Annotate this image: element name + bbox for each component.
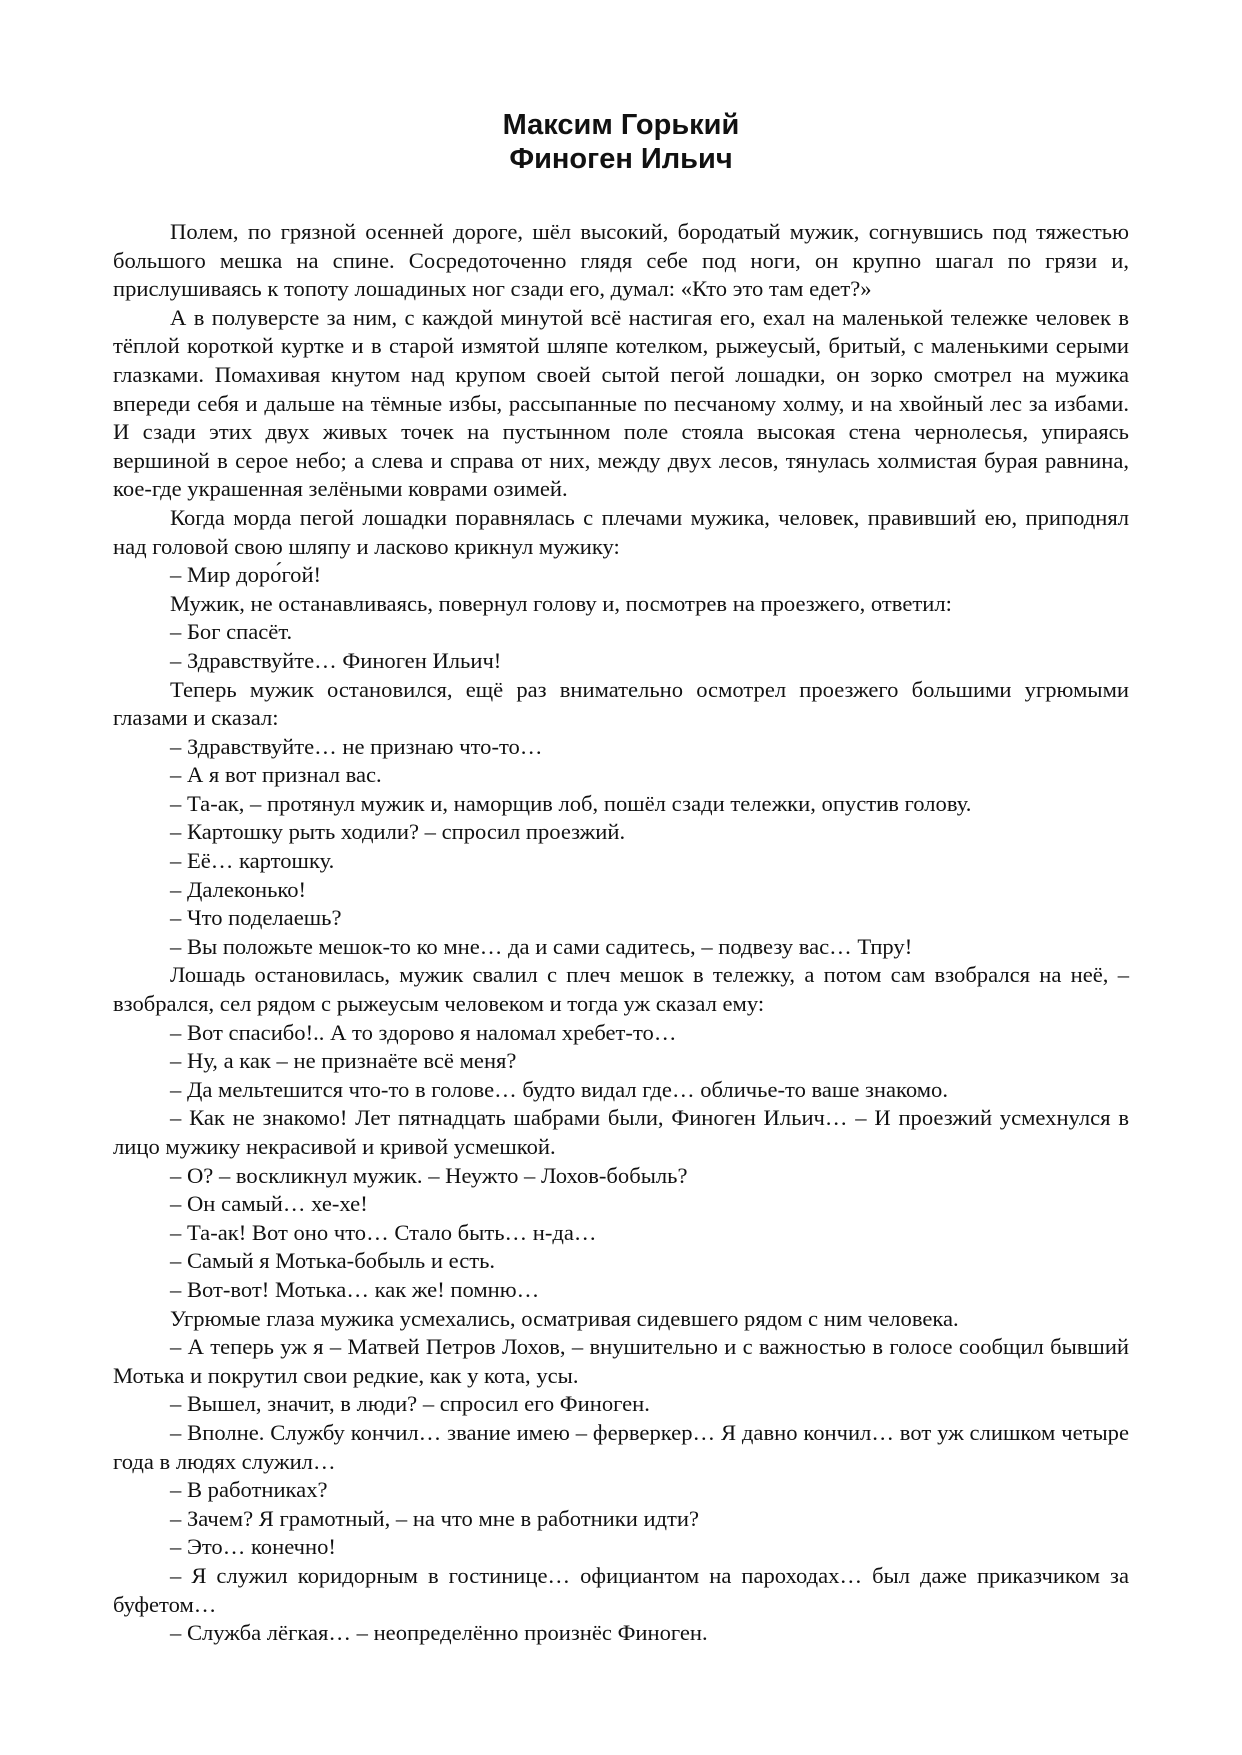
dialogue-line: – Служба лёгкая… – неопределённо произнёс Финоген. — [170, 1620, 708, 1646]
paragraph: Полем, по грязной осенней дороге, шёл высокий, бородатый мужик, согнувшись под тяжестью большого мешка на спине. Сосредоточенно глядя себе под ноги, он крупно шагал по грязи и, прислушиваясь к топоту лошадиных ног сзади его, думал: «Кто это там едет?» — [113, 219, 1129, 302]
author-name: Максим Горький — [502, 109, 740, 141]
dialogue-line: – Мир доро́гой! — [170, 562, 322, 588]
paragraph: Угрюмые глаза мужика усмехались, осматривая сидевшего рядом с ним человека. — [170, 1305, 959, 1331]
dialogue-line: – Зачем? Я грамотный, – на что мне в работники идти? — [170, 1505, 700, 1531]
dialogue-line: – Что поделаешь? — [170, 905, 342, 931]
dialogue-line: – Самый я Мотька-бобыль и есть. — [170, 1248, 496, 1274]
dialogue-line: – А я вот признал вас. — [170, 762, 382, 788]
dialogue-line: – Он самый… хе-хе! — [170, 1191, 368, 1217]
dialogue-line: – Как не знакомо! Лет пятнадцать шабрами были, Финоген Ильич… – И проезжий усмехнулся в лицо мужику некрасивой и кривой усмешкой. — [113, 1105, 1129, 1159]
dialogue-line: – Ну, а как – не признаёте всё меня? — [170, 1048, 517, 1074]
dialogue-line: – Та-ак! Вот оно что… Стало быть… н-да… — [170, 1219, 597, 1245]
paragraph: Мужик, не останавливаясь, повернул голову и, посмотрев на проезжего, ответил: — [170, 590, 952, 616]
dialogue-line: – Вот спасибо!.. А то здорово я наломал хребет-то… — [170, 1019, 677, 1045]
dialogue-line: – Картошку рыть ходили? – спросил проезжий. — [170, 819, 626, 845]
story-title: Финоген Ильич — [509, 143, 733, 175]
dialogue-line: – Да мельтешится что-то в голове… будто видал где… обличье-то ваше знакомо. — [170, 1076, 948, 1102]
dialogue-line: – А теперь уж я – Матвей Петров Лохов, – внушительно и с важностью в голосе сообщил бывший Мотька и покрутил свои редкие, как у кота, усы. — [113, 1334, 1129, 1388]
paragraph: Теперь мужик остановился, ещё раз внимательно осмотрел проезжего большими угрюмыми глазами и сказал: — [113, 676, 1129, 731]
dialogue-line: – Это… конечно! — [170, 1534, 336, 1560]
story-text — [113, 218, 1129, 1648]
dialogue-line: – Я служил коридорным в гостинице… официантом на пароходах… был даже приказчиком за буфетом… — [113, 1562, 1129, 1617]
dialogue-line: – Вполне. Службу кончил… звание имею – ферверкер… Я давно кончил… вот уж слишком четыре года в людях служил… — [113, 1419, 1129, 1474]
paragraph: Когда морда пегой лошадки поравнялась с плечами мужика, человек, правивший ею, приподнял над головой свою шляпу и ласково крикнул мужику: — [113, 504, 1129, 559]
dialogue-line: – Вот-вот! Мотька… как же! помню… — [170, 1276, 540, 1302]
dialogue-line: – Вышел, значит, в люди? – спросил его Финоген. — [170, 1391, 650, 1417]
document-header — [0, 108, 1242, 176]
dialogue-line: – О? – воскликнул мужик. – Неужто – Лохов-бобыль? — [170, 1162, 688, 1188]
dialogue-line: – Здравствуйте… Финоген Ильич! — [170, 647, 502, 673]
dialogue-line: – Далеконько! — [170, 876, 307, 902]
dialogue-line: – Её… картошку. — [170, 848, 335, 874]
dialogue-line: – В работниках? — [170, 1477, 328, 1503]
dialogue-line: – Вы положьте мешок-то ко мне… да и сами садитесь, – подвезу вас… Тпру! — [170, 933, 913, 959]
dialogue-line: – Бог спасёт. — [170, 619, 293, 645]
dialogue-line: – Та-ак, – протянул мужик и, наморщив лоб, пошёл сзади тележки, опустив голову. — [170, 790, 972, 816]
paragraph: А в полуверсте за ним, с каждой минутой всё настигая его, ехал на маленькой тележке человек в тёплой короткой куртке и в старой измятой шляпе котелком, рыжеусый, бритый, с маленькими серыми глазками. Помахивая кнутом над крупом своей сытой пегой лошадки, он зорко смотрел на мужика впереди себя и дальше на тёмные избы, рассыпанные по песчаному холму, и на хвойный лес за избами. И сзади этих двух живых точек на пустынном поле стояла высокая стена чернолесья, упираясь вершиной в серое небо; а слева и справа от них, между двух лесов, тянулась холмистая бурая равнина, кое-где украшенная зелёными коврами озимей. — [113, 304, 1129, 502]
dialogue-line: – Здравствуйте… не признаю что-то… — [170, 733, 543, 759]
paragraph: Лошадь остановилась, мужик свалил с плеч мешок в тележку, а потом сам взобрался на неё, – взобрался, сел рядом с рыжеусым человеком и тогда уж сказал ему: — [113, 962, 1129, 1017]
